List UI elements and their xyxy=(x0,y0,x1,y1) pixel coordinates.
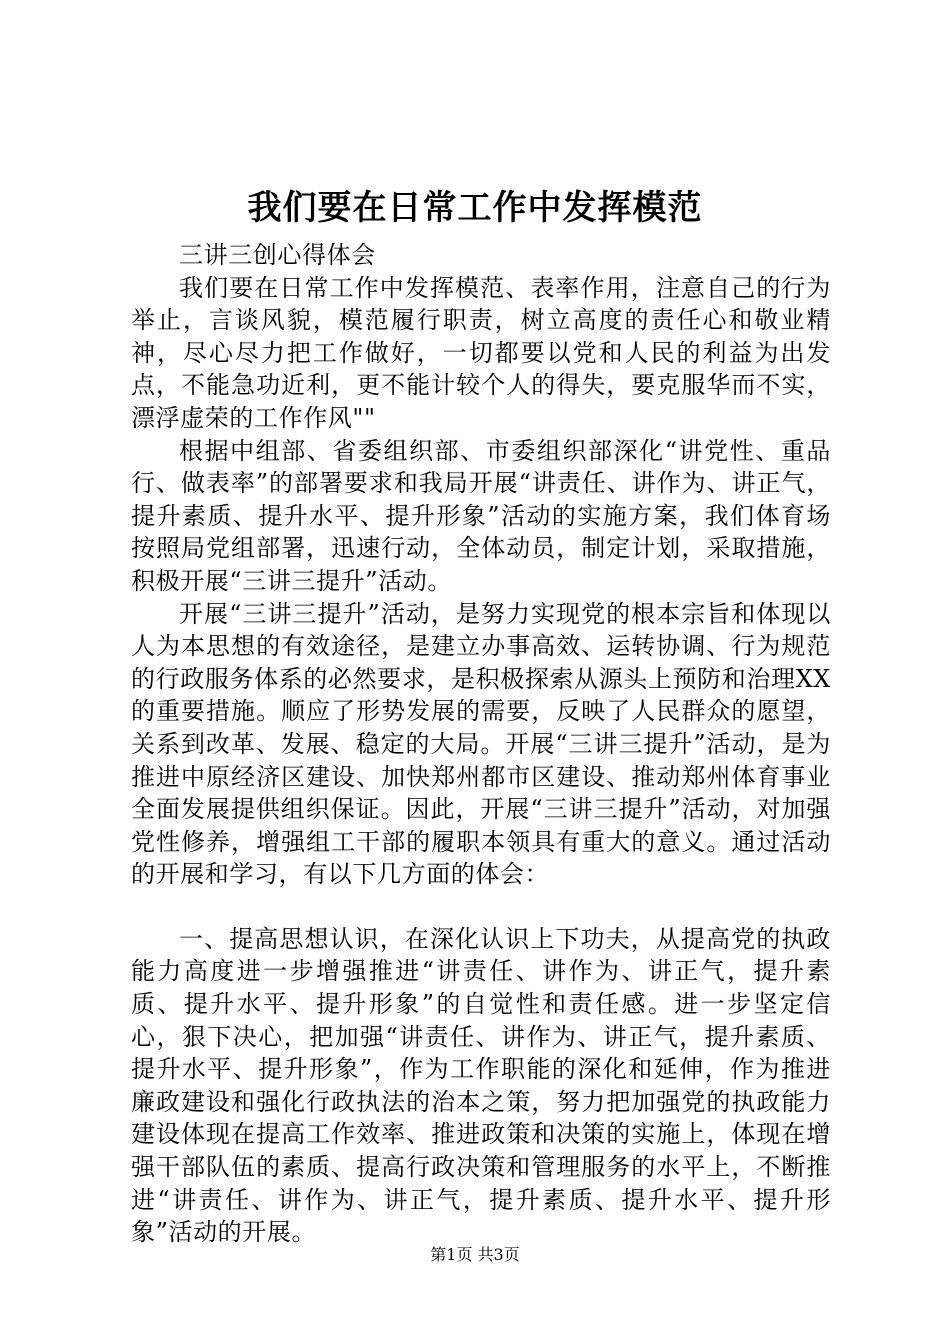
page-number-footer: 第1页 共3页 xyxy=(430,1245,520,1264)
body-paragraph-3: 开展“三讲三提升”活动，是努力实现党的根本宗旨和体现以人为本思想的有效途径，是建立办事高效、运转协调、行为规范的行政服务体系的必然要求，是积极探索从源头上预防和治理XX的重要措施。顺应了形势发展的需要，反映了人民群众的愿望，关系到改革、发展、稳定的大局。开展“三讲三提升”活动，是为推进中原经济区建设、加快郑州都市区建设、推动郑州体育事业全面发展提供组织保证。因此，开展“三讲三提升”活动，对加强党性修养，增强组工干部的履职本领具有重大的意义。通过活动的开展和学习，有以下几方面的体会： xyxy=(131,599,831,889)
body-paragraph-1: 我们要在日常工作中发挥模范、表率作用，注意自己的行为举止，言谈风貌，模范履行职责，树立高度的责任心和敬业精神，尽心尽力把工作做好，一切都要以党和人民的利益为出发点，不能急功近利，更不能计较个人的得失，要克服华而不实，漂浮虚荣的工作作风"" xyxy=(131,273,831,432)
body-paragraph-2: 根据中组部、省委组织部、市委组织部深化“讲党性、重品行、做表率”的部署要求和我局开展“讲责任、讲作为、讲正气，提升素质、提升水平、提升形象”活动的实施方案，我们体育场按照局党组部署，迅速行动，全体动员，制定计划，采取措施，积极开展“三讲三提升”活动。 xyxy=(131,436,831,595)
body-paragraph-4: 一、提高思想认识，在深化认识上下功夫，从提高党的执政能力高度进一步增强推进“讲责任、讲作为、讲正气，提升素质、提升水平、提升形象”的自觉性和责任感。进一步坚定信心，狠下决心，把加强“讲责任、讲作为、讲正气，提升素质、提升水平、提升形象”，作为工作职能的深化和延伸，作为推进廉政建设和强化行政执法的治本之策，努力把加强党的执政能力建设体现在提高工作效率、推进政策和决策的实施上，体现在增强干部队伍的素质、提高行政决策和管理服务的水平上，不断推进“讲责任、讲作为、讲正气，提升素质、提升水平、提升形象”活动的开展。 xyxy=(131,924,831,1247)
subtitle-paragraph: 三讲三创心得体会 xyxy=(179,241,376,269)
document-body xyxy=(131,239,831,1249)
document-title: 我们要在日常工作中发挥模范 xyxy=(247,188,703,228)
